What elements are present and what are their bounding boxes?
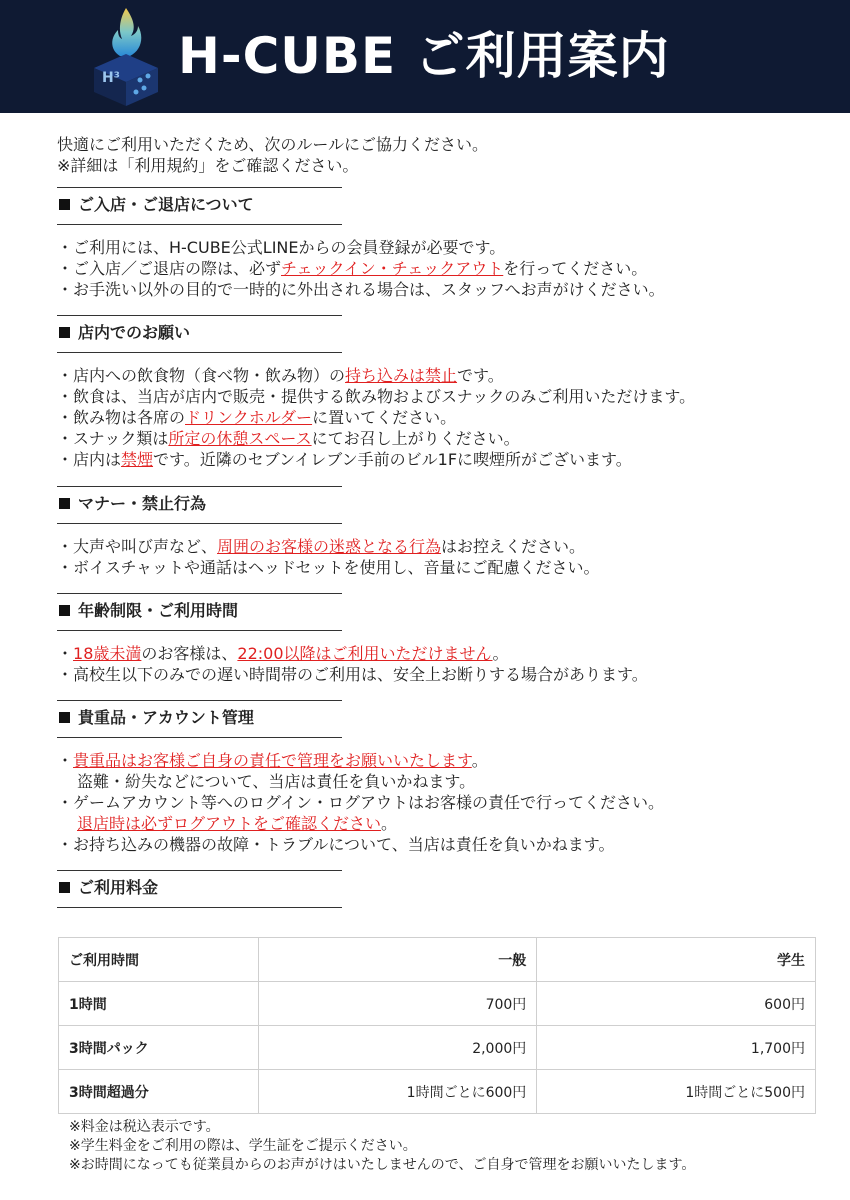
table-cell: 2,000円 bbox=[258, 1026, 537, 1070]
rule-list bbox=[57, 365, 695, 470]
square-bullet-icon bbox=[59, 498, 70, 509]
rule-list bbox=[57, 237, 665, 300]
list-item: ・ボイスチャットや通話はヘッドセットを使用し、音量にご配慮ください。 bbox=[57, 558, 600, 577]
square-bullet-icon bbox=[59, 882, 70, 893]
section-heading: ご利用料金 bbox=[59, 877, 342, 899]
list-item: ・大声や叫び声など、周囲のお客様の迷惑となる行為はお控えください。 bbox=[57, 537, 586, 556]
footnotes bbox=[69, 1118, 695, 1175]
rule-list bbox=[57, 643, 648, 685]
highlight-text: ドリンクホルダー bbox=[185, 408, 313, 427]
table-cell: 700円 bbox=[258, 982, 537, 1026]
highlight-text: 貴重品はお客様ご自身の責任で管理をお願いいたします bbox=[73, 751, 472, 770]
list-item: ・お持ち込みの機器の故障・トラブルについて、当店は責任を負いかねます。 bbox=[57, 835, 615, 854]
divider bbox=[57, 870, 342, 871]
table-cell: 1時間ごとに600円 bbox=[258, 1070, 537, 1114]
footnote: ※お時間になっても従業員からのお声がけはいたしませんので、ご自身で管理をお願いいたします。 bbox=[69, 1157, 696, 1173]
list-item: ・お手洗い以外の目的で一時的に外出される場合は、スタッフへお声がけください。 bbox=[57, 280, 665, 299]
table-cell: 3時間パック bbox=[59, 1026, 259, 1070]
highlight-text: 持ち込みは禁止 bbox=[345, 366, 458, 385]
divider bbox=[57, 700, 342, 701]
divider bbox=[57, 486, 342, 487]
highlight-text: 18歳未満 bbox=[73, 644, 142, 663]
list-item: ・ご入店／ご退店の際は、必ずチェックイン・チェックアウトを行ってください。 bbox=[57, 259, 648, 278]
rule-list bbox=[57, 536, 600, 578]
section-entry-exit bbox=[57, 187, 665, 300]
intro-line: 快適にご利用いただくため、次のルールにご協力ください。 bbox=[57, 135, 489, 154]
page-title: H-CUBE ご利用案内 bbox=[178, 27, 670, 85]
list-item: ・18歳未満のお客様は、22:00以降はご利用いただけません。 bbox=[57, 644, 509, 663]
list-item: ・店内は禁煙です。近隣のセブンイレブン手前のビル1Fに喫煙所がございます。 bbox=[57, 450, 632, 469]
table-cell: 3時間超過分 bbox=[59, 1070, 259, 1114]
highlight-text: 22:00以降はご利用いただけません bbox=[237, 644, 493, 663]
header-banner bbox=[0, 0, 850, 113]
highlight-text: 周囲のお客様の迷惑となる行為 bbox=[217, 537, 442, 556]
table-cell: 1時間ごとに500円 bbox=[537, 1070, 816, 1114]
table-cell: 600円 bbox=[537, 982, 816, 1026]
square-bullet-icon bbox=[59, 605, 70, 616]
table-row bbox=[59, 1026, 816, 1070]
section-pricing bbox=[57, 870, 342, 908]
divider bbox=[57, 352, 342, 353]
rule-list bbox=[57, 750, 664, 855]
highlight-text: 所定の休憩スペース bbox=[168, 429, 312, 448]
h-cube-logo-icon bbox=[84, 4, 168, 108]
intro-text bbox=[57, 134, 488, 176]
table-cell: 1,700円 bbox=[537, 1026, 816, 1070]
section-heading: 店内でのお願い bbox=[59, 322, 695, 344]
list-item: ・貴重品はお客様ご自身の責任で管理をお願いいたします。 bbox=[57, 751, 488, 770]
list-item: ・飲み物は各席のドリンクホルダーに置いてください。 bbox=[57, 408, 457, 427]
highlight-text: 禁煙 bbox=[121, 450, 154, 469]
divider bbox=[57, 737, 342, 738]
section-heading: 年齢制限・ご利用時間 bbox=[59, 600, 648, 622]
list-item: ・ご利用には、H-CUBE公式LINEからの会員登録が必要です。 bbox=[57, 238, 506, 257]
list-item: ・ゲームアカウント等へのログイン・ログアウトはお客様の責任で行ってください。 bbox=[57, 793, 665, 812]
divider bbox=[57, 315, 342, 316]
section-age-limits bbox=[57, 593, 648, 685]
divider bbox=[57, 593, 342, 594]
divider bbox=[57, 523, 342, 524]
intro-line: ※詳細は「利用規約」をご確認ください。 bbox=[57, 156, 359, 175]
list-item: ・店内への飲食物（食べ物・飲み物）の持ち込みは禁止です。 bbox=[57, 366, 504, 385]
section-in-store-requests bbox=[57, 315, 695, 470]
footnote: ※学生料金をご利用の際は、学生証をご提示ください。 bbox=[69, 1138, 417, 1154]
divider bbox=[57, 187, 342, 188]
list-item-continuation: 盗難・紛失などについて、当店は責任を負いかねます。 bbox=[77, 772, 476, 791]
highlight-text: 退店時は必ずログアウトをご確認ください bbox=[77, 814, 382, 833]
table-header-row bbox=[59, 938, 816, 982]
square-bullet-icon bbox=[59, 199, 70, 210]
list-item: ・高校生以下のみでの遅い時間帯のご利用は、安全上お断りする場合があります。 bbox=[57, 665, 648, 684]
highlight-text: チェックイン・チェックアウト bbox=[281, 259, 504, 278]
divider bbox=[57, 907, 342, 908]
section-heading: 貴重品・アカウント管理 bbox=[59, 707, 664, 729]
list-item: ・飲食は、当店が店内で販売・提供する飲み物およびスナックのみご利用いただけます。 bbox=[57, 387, 696, 406]
column-header: ご利用時間 bbox=[59, 938, 259, 982]
list-item: ・スナック類は所定の休憩スペースにてお召し上がりください。 bbox=[57, 429, 520, 448]
divider bbox=[57, 224, 342, 225]
square-bullet-icon bbox=[59, 712, 70, 723]
table-row bbox=[59, 1070, 816, 1114]
logo-mark-text: H³ bbox=[102, 70, 120, 86]
table-cell: 1時間 bbox=[59, 982, 259, 1026]
footnote: ※料金は税込表示です。 bbox=[69, 1119, 220, 1135]
column-header: 一般 bbox=[258, 938, 537, 982]
square-bullet-icon bbox=[59, 327, 70, 338]
divider bbox=[57, 630, 342, 631]
section-manners bbox=[57, 486, 600, 578]
section-valuables bbox=[57, 700, 664, 855]
section-heading: ご入店・ご退店について bbox=[59, 194, 665, 216]
list-item-continuation: 退店時は必ずログアウトをご確認ください。 bbox=[77, 814, 398, 833]
column-header: 学生 bbox=[537, 938, 816, 982]
price-table bbox=[58, 937, 816, 1114]
section-heading: マナー・禁止行為 bbox=[59, 493, 600, 515]
table-row bbox=[59, 982, 816, 1026]
